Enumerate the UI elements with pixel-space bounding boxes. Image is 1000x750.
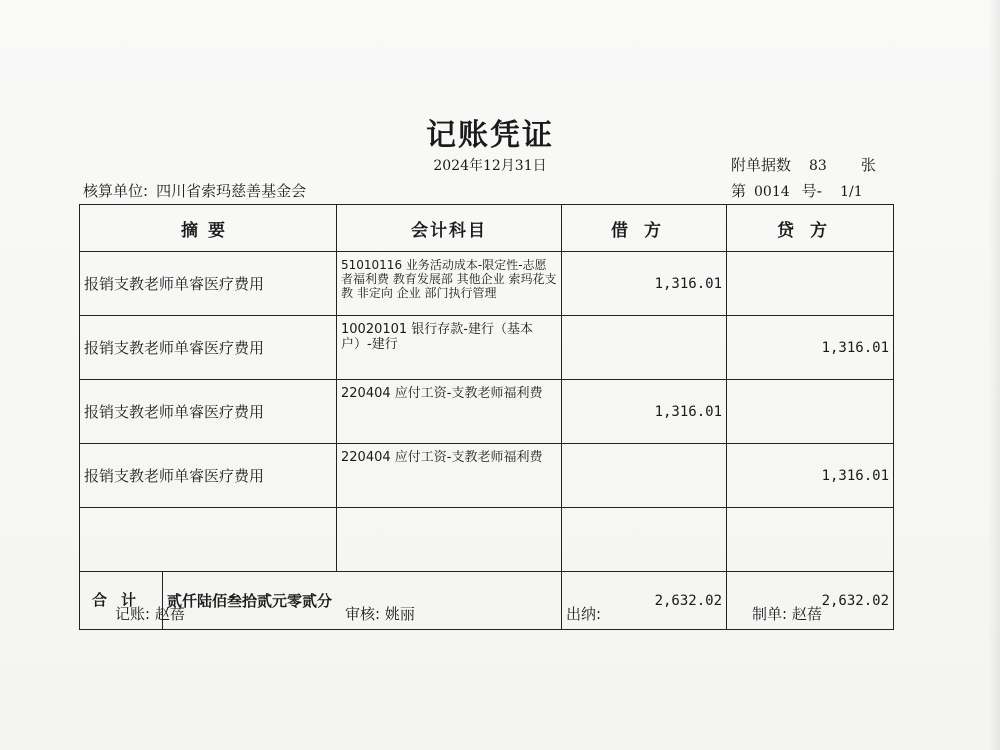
total-amount-words: 贰仟陆佰叁拾贰元零贰分: [167, 592, 333, 610]
voucher-number-suffix: 号-: [801, 182, 823, 200]
sign-preparer: 制单: 赵蓓: [752, 605, 822, 623]
row-summary: 报销支教老师单睿医疗费用: [80, 444, 337, 508]
row-account: 10020101 银行存款-建行（基本户）-建行: [337, 316, 562, 380]
row-debit: [562, 444, 727, 508]
voucher-number-value: 0014: [754, 184, 790, 200]
row-credit: 1,316.01: [727, 316, 894, 380]
header-credit: 贷方: [727, 205, 894, 252]
row-credit: 1,316.01: [727, 444, 894, 508]
table-row-empty: [80, 508, 894, 572]
header-debit: 借方: [562, 205, 727, 252]
voucher-page-count: 1/1: [840, 184, 863, 200]
attachments-label: 附单据数: [731, 156, 792, 174]
voucher-date: 2024年12月31日: [433, 158, 547, 174]
attachments-count: 83: [809, 158, 827, 174]
accounting-unit-label: 核算单位:: [83, 182, 149, 200]
row-account: 220404 应付工资-支教老师福利费: [337, 444, 562, 508]
voucher-table: [79, 204, 894, 630]
row-summary: [80, 508, 337, 572]
total-label: 合计: [91, 591, 150, 609]
row-summary: 报销支教老师单睿医疗费用: [80, 316, 337, 380]
sign-reviewer: 审核: 姚丽: [345, 605, 415, 623]
row-credit: [727, 380, 894, 444]
row-debit: 1,316.01: [562, 252, 727, 316]
accounting-unit: [83, 180, 306, 201]
row-account: 51010116 业务活动成本-限定性-志愿者福利费 教育发展部 其他企业 索玛花支教 非定向 企业 部门执行管理: [337, 252, 562, 316]
accounting-unit-name: 四川省索玛慈善基金会: [156, 182, 307, 200]
table-row: [80, 444, 894, 508]
sign-cashier: 出纳:: [566, 605, 602, 623]
row-summary: 报销支教老师单睿医疗费用: [80, 252, 337, 316]
table-header-row: [80, 205, 894, 252]
row-summary: 报销支教老师单睿医疗费用: [80, 380, 337, 444]
row-debit: [562, 508, 727, 572]
voucher-number: [731, 180, 863, 201]
row-account: 220404 应付工资-支教老师福利费: [337, 380, 562, 444]
row-account: [337, 508, 562, 572]
voucher-title: 记账凭证: [426, 118, 554, 153]
sign-bookkeeper: 记账: 赵蓓: [115, 605, 185, 623]
table-row: [80, 252, 894, 316]
row-debit: 1,316.01: [562, 380, 727, 444]
total-credit: 2,632.02: [727, 572, 894, 630]
table-row: [80, 380, 894, 444]
row-credit: [727, 508, 894, 572]
page-edge-shadow: [988, 0, 1000, 750]
total-debit: 2,632.02: [562, 572, 727, 630]
row-debit: [562, 316, 727, 380]
attachments-unit: 张: [860, 156, 876, 174]
row-credit: [727, 252, 894, 316]
header-summary: 摘要: [80, 205, 337, 252]
header-account: 会计科目: [337, 205, 562, 252]
table-row: [80, 316, 894, 380]
voucher-number-prefix: 第: [731, 182, 747, 200]
attachments-info: [731, 154, 876, 175]
